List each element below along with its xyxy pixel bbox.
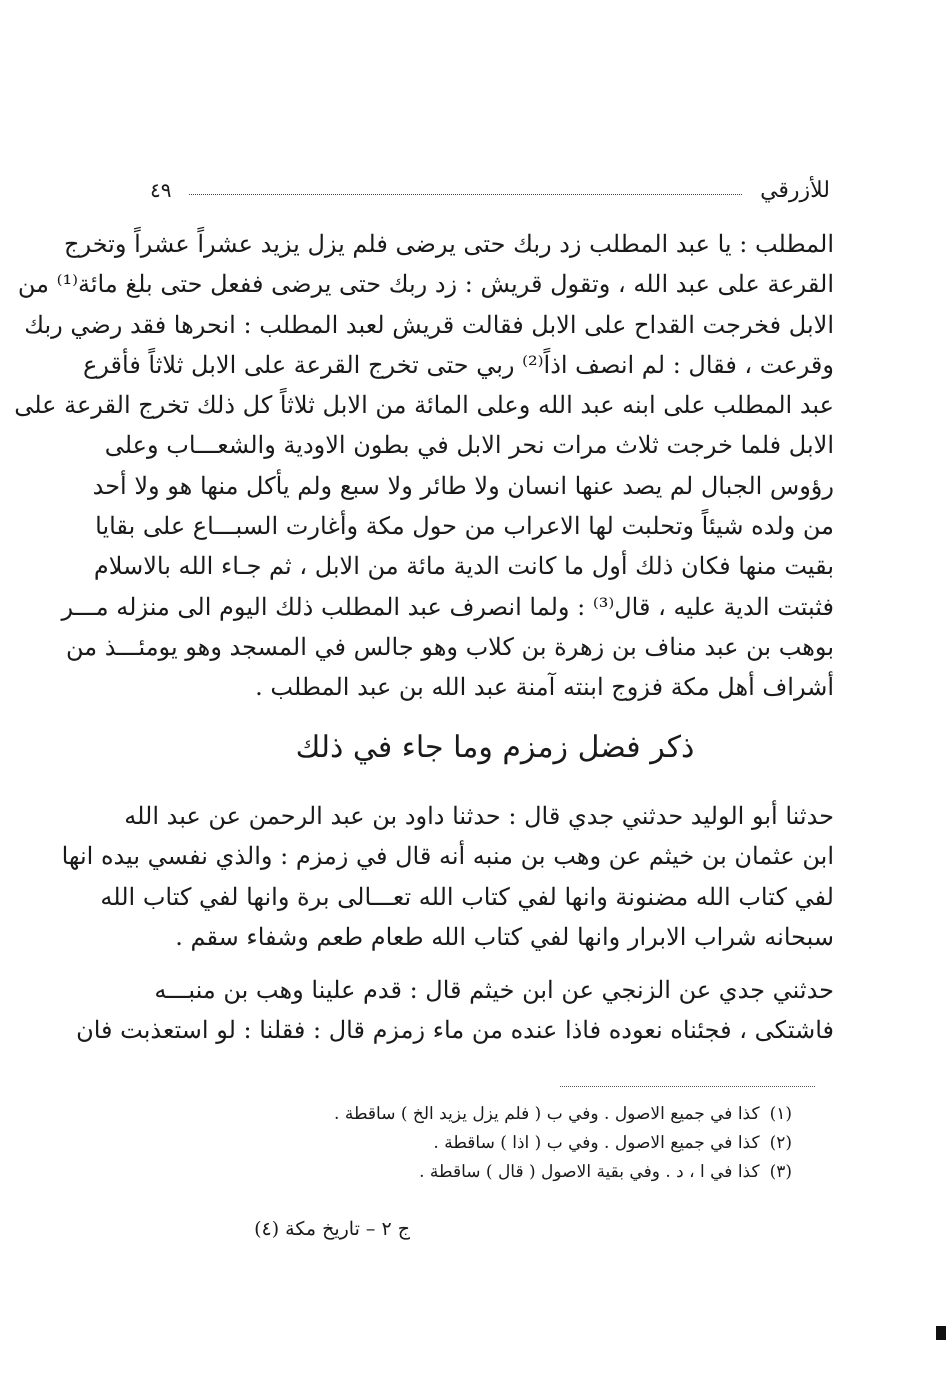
- text-line: الابل فلما خرجت ثلاث مرات نحر الابل في بطون الاودية والشعـــاب وعلى: [104, 431, 834, 460]
- footnote-text: كذا في ا ، د . وفي بقية الاصول ( قال ) ساقطة .: [419, 1162, 760, 1182]
- paragraph-hadith-2: [76, 970, 834, 1051]
- text-line: رؤوس الجبال لم يصد عنها انسان ولا طائر ولا سبع ولم يأكل منها هو ولا أحد: [92, 471, 834, 500]
- footnote-text: كذا في جميع الاصول . وفي ب ( اذا ) ساقطة .: [433, 1133, 760, 1153]
- footnote-separator: [560, 1086, 815, 1087]
- text-line: الابل فخرجت القداح على الابل فقالت قريش لعبد المطلب : انحرها فقد رضي ربك: [24, 310, 834, 339]
- footnote: [200, 1129, 792, 1158]
- text-line-last: أشراف أهل مكة فزوج ابنته آمنة عبد الله بن عبد المطلب .: [255, 673, 834, 702]
- text-line: عبد المطلب على ابنه عبد الله وعلى المائة من الابل ثلاثاً كل ذلك تخرج القرعة على: [14, 391, 834, 420]
- text-line: بوهب بن عبد مناف بن زهرة بن كلاب وهو جالس في المسجد وهو يومئـــذ من: [66, 632, 834, 661]
- page-number: ٤٩: [150, 178, 172, 202]
- text-line: القرعة على عبد الله ، وتقول قريش : زد ربك حتى يرضى ففعل حتى بلغ مائة⁽¹⁾ من: [17, 270, 834, 299]
- text-line: المطلب : يا عبد المطلب زد ربك حتى يرضى فلم يزل يزيد عشراً عشراً وتخرج: [63, 230, 834, 258]
- header-dotted-rule: [189, 194, 742, 195]
- scan-edge-mark: [936, 1326, 946, 1340]
- paragraph-hadith-1: [61, 796, 834, 957]
- printer-signature: ج ٢ – تاريخ مكة (٤): [254, 1218, 410, 1240]
- paragraph-continuation: [14, 224, 834, 708]
- footnote-number: (٣): [769, 1162, 792, 1182]
- text-line: بقيت منها فكان ذلك أول ما كانت الدية مائة من الابل ، ثم جـاء الله بالاسلام: [93, 552, 834, 581]
- footnote-number: (٢): [769, 1133, 792, 1153]
- text-line: حدثني جدي عن الزنجي عن ابن خيثم قال : قدم علينا وهب بن منبـــه: [154, 976, 834, 1004]
- footnote-text: كذا في جميع الاصول . وفي ب ( فلم يزل يزيد الخ ) ساقطة .: [334, 1104, 760, 1124]
- text-line: من ولده شيئاً وتحلبت لها الاعراب من حول مكة وأغارت السبـــاع على بقايا: [95, 512, 834, 541]
- text-line: فاشتكى ، فجئناه نعوده فاذا عنده من ماء زمزم قال : فقلنا : لو استعذبت فان: [76, 1016, 834, 1045]
- footnote: [200, 1100, 792, 1129]
- running-title: للأزرقي: [760, 177, 830, 203]
- footnote-number: (١): [769, 1104, 792, 1124]
- text-line: ابن عثمان بن خيثم عن وهب بن منبه أنه قال في زمزم : والذي نفسي بيده انها: [61, 842, 834, 871]
- text-line: لفي كتاب الله مضنونة وانها لفي كتاب الله تعـــالى برة وانها لفي كتاب الله: [100, 882, 834, 911]
- text-line: حدثنا أبو الوليد حدثني جدي قال : حدثنا داود بن عبد الرحمن عن عبد الله: [124, 802, 834, 830]
- text-line-last: سبحانه شراب الابرار وانها لفي كتاب الله طعام طعم وشفاء سقم .: [175, 922, 834, 951]
- footnotes: [200, 1100, 792, 1187]
- text-line: فثبتت الدية عليه ، قال⁽³⁾ : ولما انصرف عبد المطلب ذلك اليوم الى منزله مـــر: [61, 592, 834, 621]
- text-line: وقرعت ، فقال : لم انصف اذاً⁽²⁾ ربي حتى تخرج القرعة على الابل ثلاثاً فأقرع: [82, 350, 834, 379]
- running-header: [150, 170, 830, 210]
- section-heading: ذكر فضل زمزم وما جاء في ذلك: [295, 730, 695, 765]
- footnote: [200, 1158, 792, 1187]
